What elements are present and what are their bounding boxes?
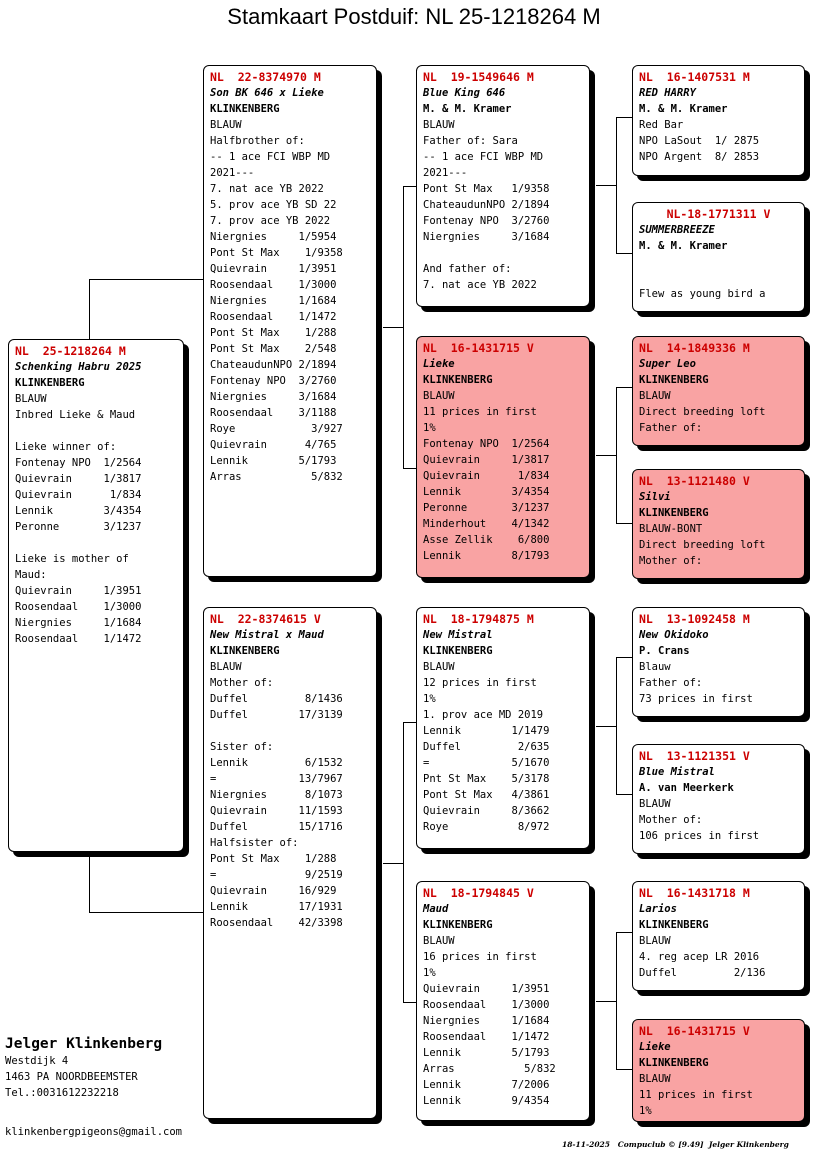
card-line: Peronne 3/1237 — [15, 521, 142, 533]
card-line: Lieke is mother of — [15, 553, 129, 565]
card-line: BLAUW — [423, 390, 455, 402]
card-line: Direct breeding loft — [639, 406, 766, 418]
card-line: Roosendaal 1/1472 — [210, 311, 337, 323]
pigeon-card-ggp-8[interactable] — [632, 1019, 805, 1122]
card-line: Niergnies 8/1073 — [210, 789, 343, 801]
card-line: BLAUW — [423, 935, 455, 947]
pigeon-name: New Okidoko — [639, 629, 709, 641]
pigeon-card-ggp-3[interactable] — [632, 336, 805, 446]
connector-line — [616, 932, 617, 1069]
card-line: Lennik 5/1793 — [210, 455, 337, 467]
card-line: Asse Zellik 6/800 — [423, 534, 550, 546]
connector-line — [616, 657, 632, 658]
owner-name: Jelger Klinkenberg — [5, 1036, 163, 1052]
card-line: Mother of: — [639, 814, 703, 826]
ring-number: NL 19-1549646 M — [423, 70, 534, 84]
pigeon-name: Lieke — [639, 1041, 671, 1053]
card-line: BLAUW — [639, 798, 671, 810]
card-line: 1% — [639, 1105, 652, 1117]
card-line: 11 prices in first — [639, 1089, 753, 1101]
card-line: Pont St Max 1/288 — [210, 327, 337, 339]
pigeon-card-ggp-4[interactable] — [632, 469, 805, 579]
breeder: KLINKENBERG — [639, 507, 709, 519]
connector-line — [383, 863, 403, 864]
pigeon-name: RED HARRY — [639, 87, 696, 99]
card-line: Quievrain 1/3951 — [15, 585, 142, 597]
breeder: KLINKENBERG — [423, 919, 493, 931]
card-line: Fontenay NPO 3/2760 — [423, 215, 550, 227]
card-line: BLAUW — [639, 1073, 671, 1085]
card-line: Pont St Max 1/288 — [210, 853, 337, 865]
card-line: Quievrain 4/765 — [210, 439, 337, 451]
card-line: Lieke winner of: — [15, 441, 117, 453]
card-line: Pont St Max 1/9358 — [210, 247, 343, 259]
connector-line — [403, 722, 417, 723]
pigeon-name: Son BK 646 x Lieke — [210, 87, 324, 99]
card-line: BLAUW — [210, 119, 242, 131]
owner-city: 1463 PA NOORDBEEMSTER — [5, 1071, 138, 1083]
card-line: BLAUW-BONT — [639, 523, 703, 535]
breeder: KLINKENBERG — [639, 919, 709, 931]
pigeon-name: Larios — [639, 903, 677, 915]
connector-line — [616, 932, 632, 933]
card-line: Father of: Sara — [423, 135, 518, 147]
pigeon-card-paternal-grandmother[interactable] — [416, 336, 590, 578]
card-line: BLAUW — [210, 661, 242, 673]
connector-line — [403, 722, 404, 1002]
pigeon-card-father[interactable] — [203, 65, 377, 577]
card-line: Quievrain 1/3817 — [423, 454, 550, 466]
card-line: Quievrain 8/3662 — [423, 805, 550, 817]
card-line: 1% — [423, 693, 436, 705]
card-line: 2021--- — [210, 167, 255, 179]
breeder: A. van Meerkerk — [639, 782, 734, 794]
card-line: -- 1 ace FCI WBP MD — [210, 151, 331, 163]
pigeon-card-ggp-7[interactable] — [632, 881, 805, 991]
card-line: Fontenay NPO 1/2564 — [15, 457, 142, 469]
card-line: Duffel 2/136 — [639, 967, 766, 979]
pigeon-name: Silvi — [639, 491, 671, 503]
card-line: Niergnies 1/1684 — [423, 1015, 550, 1027]
breeder: KLINKENBERG — [639, 1057, 709, 1069]
card-line: Pnt St Max 5/3178 — [423, 773, 550, 785]
card-line: 4. reg acep LR 2016 — [639, 951, 760, 963]
card-line: Fontenay NPO 3/2760 — [210, 375, 337, 387]
card-line: Duffel 2/635 — [423, 741, 550, 753]
card-line: Roosendaal 1/3000 — [423, 999, 550, 1011]
pigeon-card-maternal-grandfather[interactable] — [416, 607, 590, 849]
card-line: Halfbrother of: — [210, 135, 305, 147]
breeder: KLINKENBERG — [423, 645, 493, 657]
card-line: Father of: — [639, 422, 703, 434]
ring-number: NL 16-1407531 M — [639, 70, 750, 84]
card-line: Minderhout 4/1342 — [423, 518, 550, 530]
card-line: Quievrain 11/1593 — [210, 805, 343, 817]
card-line: BLAUW — [423, 119, 455, 131]
footer-credit: 18-11-2025 Compuclub © [9.49] Jelger Klinkenberg — [562, 1140, 789, 1149]
card-line: BLAUW — [15, 393, 47, 405]
card-line: Lennik 5/1793 — [423, 1047, 550, 1059]
card-line: Fontenay NPO 1/2564 — [423, 438, 550, 450]
owner-street: Westdijk 4 — [5, 1055, 69, 1067]
card-line: Flew as young bird a — [639, 288, 766, 300]
connector-line — [596, 726, 616, 727]
card-line: Roosendaal 42/3398 — [210, 917, 343, 929]
owner-block — [5, 1035, 162, 1101]
pigeon-name: Maud — [423, 903, 449, 915]
card-line: Sister of: — [210, 741, 274, 753]
card-line: NPO Argent 8/ 2853 — [639, 151, 760, 163]
card-line: Lennik 3/4354 — [423, 486, 550, 498]
card-line — [639, 270, 798, 286]
pigeon-card-ggp-1[interactable] — [632, 65, 805, 176]
connector-line — [616, 117, 632, 118]
card-line: 1% — [423, 967, 436, 979]
connector-line — [596, 185, 616, 186]
card-line: Roosendaal 3/1188 — [210, 407, 337, 419]
card-line: Duffel 15/1716 — [210, 821, 343, 833]
card-line: BLAUW — [639, 935, 671, 947]
card-line — [210, 723, 370, 739]
breeder: KLINKENBERG — [210, 103, 280, 115]
card-line: Direct breeding loft — [639, 539, 766, 551]
connector-line — [616, 117, 617, 253]
card-line: Roosendaal 1/1472 — [15, 633, 142, 645]
card-line: Arras 5/832 — [423, 1063, 556, 1075]
card-line: Niergnies 3/1684 — [423, 231, 550, 243]
connector-line — [383, 327, 403, 328]
card-line: Quievrain 1/834 — [15, 489, 142, 501]
connector-line — [616, 1069, 632, 1070]
card-line: Mother of: — [210, 677, 274, 689]
card-line: 16 prices in first — [423, 951, 537, 963]
card-line: 106 prices in first — [639, 830, 760, 842]
card-line: ChateaudunNPO 2/1894 — [423, 199, 550, 211]
card-line: 7. nat ace YB 2022 — [423, 279, 537, 291]
card-line: Halfsister of: — [210, 837, 299, 849]
card-line: BLAUW — [639, 390, 671, 402]
pigeon-name: New Mistral x Maud — [210, 629, 324, 641]
card-line: ChateaudunNPO 2/1894 — [210, 359, 337, 371]
card-line: NPO LaSout 1/ 2875 — [639, 135, 760, 147]
ring-number: NL 18-1794875 M — [423, 612, 534, 626]
breeder: KLINKENBERG — [423, 374, 493, 386]
page-title: Stamkaart Postduif: NL 25-1218264 M — [227, 4, 601, 29]
connector-line — [596, 1001, 616, 1002]
connector-line — [403, 1002, 417, 1003]
card-line: 12 prices in first — [423, 677, 537, 689]
ring-number: NL 13-1092458 M — [639, 612, 750, 626]
connector-line — [403, 186, 417, 187]
connector-line — [616, 387, 632, 388]
card-line — [423, 245, 583, 261]
ring-number: NL 16-1431718 M — [639, 886, 750, 900]
card-line: Niergnies 3/1684 — [210, 391, 337, 403]
breeder: M. & M. Kramer — [639, 240, 728, 252]
card-line: Quievrain 16/929 — [210, 885, 337, 897]
pigeon-card-ggp-2[interactable] — [632, 202, 805, 312]
connector-line — [403, 468, 417, 469]
card-line — [15, 423, 177, 439]
card-line: Lennik 1/1479 — [423, 725, 550, 737]
card-line: 1% — [423, 422, 436, 434]
card-line: Quievrain 1/3951 — [423, 983, 550, 995]
breeder: M. & M. Kramer — [639, 103, 728, 115]
pigeon-name: Blue Mistral — [639, 766, 715, 778]
connector-line — [89, 912, 204, 913]
card-line: -- 1 ace FCI WBP MD — [423, 151, 544, 163]
card-line: Lennik 7/2006 — [423, 1079, 550, 1091]
pigeon-card-ggp-5[interactable] — [632, 607, 805, 717]
pigeon-name: Lieke — [423, 358, 455, 370]
card-line: Father of: — [639, 677, 703, 689]
card-line: Niergnies 1/1684 — [210, 295, 337, 307]
pigeon-card-paternal-grandfather[interactable] — [416, 65, 590, 307]
connector-line — [616, 657, 617, 794]
pigeon-name: New Mistral — [423, 629, 493, 641]
card-line: Roosendaal 1/3000 — [210, 279, 337, 291]
connector-line — [616, 794, 632, 795]
card-line: Lennik 3/4354 — [15, 505, 142, 517]
ring-number: NL 13-1121480 V — [639, 474, 750, 488]
card-line: Lennik 8/1793 — [423, 550, 550, 562]
connector-line — [616, 523, 632, 524]
card-line: Roosendaal 1/1472 — [423, 1031, 550, 1043]
connector-line — [89, 279, 90, 340]
card-line: = 9/2519 — [210, 869, 343, 881]
connector-line — [616, 253, 632, 254]
pigeon-name: Super Leo — [639, 358, 696, 370]
ring-number: NL 14-1849336 M — [639, 341, 750, 355]
pigeon-card-subject[interactable] — [8, 339, 184, 852]
card-line: Inbred Lieke & Maud — [15, 409, 136, 421]
breeder: KLINKENBERG — [639, 374, 709, 386]
ring-number: NL 16-1431715 V — [423, 341, 534, 355]
card-line: Duffel 8/1436 — [210, 693, 343, 705]
owner-email[interactable]: klinkenbergpigeons@gmail.com — [5, 1126, 183, 1138]
card-line: Quievrain 1/3951 — [210, 263, 337, 275]
connector-line — [616, 387, 617, 523]
pigeon-name: SUMMERBREEZE — [639, 224, 715, 236]
card-line — [639, 254, 798, 270]
card-line: = 13/7967 — [210, 773, 343, 785]
pigeon-card-mother[interactable] — [203, 607, 377, 1119]
card-line: Quievrain 1/834 — [423, 470, 550, 482]
card-line: Peronne 3/1237 — [423, 502, 550, 514]
card-line: Lennik 9/4354 — [423, 1095, 550, 1107]
card-line: Pont St Max 2/548 — [210, 343, 337, 355]
ring-number: NL 25-1218264 M — [15, 344, 126, 358]
card-line: Arras 5/832 — [210, 471, 343, 483]
ring-number: NL 22-8374970 M — [210, 70, 321, 84]
connector-line — [89, 852, 90, 912]
card-line: Pont St Max 4/3861 — [423, 789, 550, 801]
card-line: Lennik 17/1931 — [210, 901, 343, 913]
pigeon-name: Schenking Habru 2025 — [15, 361, 142, 373]
card-line: Niergnies 1/1684 — [15, 617, 142, 629]
card-line: Roye 3/927 — [210, 423, 343, 435]
ring-number: NL-18-1771311 V — [666, 207, 771, 221]
card-line: 2021--- — [423, 167, 468, 179]
connector-line — [596, 455, 616, 456]
card-line: Lennik 6/1532 — [210, 757, 343, 769]
card-line: Blauw — [639, 661, 671, 673]
card-line: Mother of: — [639, 555, 703, 567]
ring-number: NL 22-8374615 V — [210, 612, 321, 626]
pigeon-card-maternal-grandmother[interactable] — [416, 881, 590, 1121]
card-line: Duffel 17/3139 — [210, 709, 343, 721]
card-line: 7. prov ace YB 2022 — [210, 215, 331, 227]
ring-number: NL 18-1794845 V — [423, 886, 534, 900]
card-line: Pont St Max 1/9358 — [423, 183, 550, 195]
card-line: Niergnies 1/5954 — [210, 231, 337, 243]
card-line: 5. prov ace YB SD 22 — [210, 199, 337, 211]
card-line: BLAUW — [423, 661, 455, 673]
connector-line — [89, 279, 204, 280]
card-line: Maud: — [15, 569, 47, 581]
ring-number: NL 13-1121351 V — [639, 749, 750, 763]
owner-phone: Tel.:0031612232218 — [5, 1087, 119, 1099]
card-line: Red Bar — [639, 119, 684, 131]
card-line: 73 prices in first — [639, 693, 753, 705]
pigeon-name: Blue King 646 — [423, 87, 506, 99]
card-line — [15, 535, 177, 551]
card-line: And father of: — [423, 263, 512, 275]
card-line: = 5/1670 — [423, 757, 550, 769]
card-line: Roosendaal 1/3000 — [15, 601, 142, 613]
card-line: 1. prov ace MD 2019 — [423, 709, 544, 721]
connector-line — [403, 186, 404, 468]
card-line: Roye 8/972 — [423, 821, 550, 833]
card-line: 11 prices in first — [423, 406, 537, 418]
ring-number: NL 16-1431715 V — [639, 1024, 750, 1038]
breeder: P. Crans — [639, 645, 690, 657]
card-line: 7. nat ace YB 2022 — [210, 183, 324, 195]
breeder: KLINKENBERG — [15, 377, 85, 389]
breeder: M. & M. Kramer — [423, 103, 512, 115]
card-line: Quievrain 1/3817 — [15, 473, 142, 485]
pigeon-card-ggp-6[interactable] — [632, 744, 805, 854]
breeder: KLINKENBERG — [210, 645, 280, 657]
